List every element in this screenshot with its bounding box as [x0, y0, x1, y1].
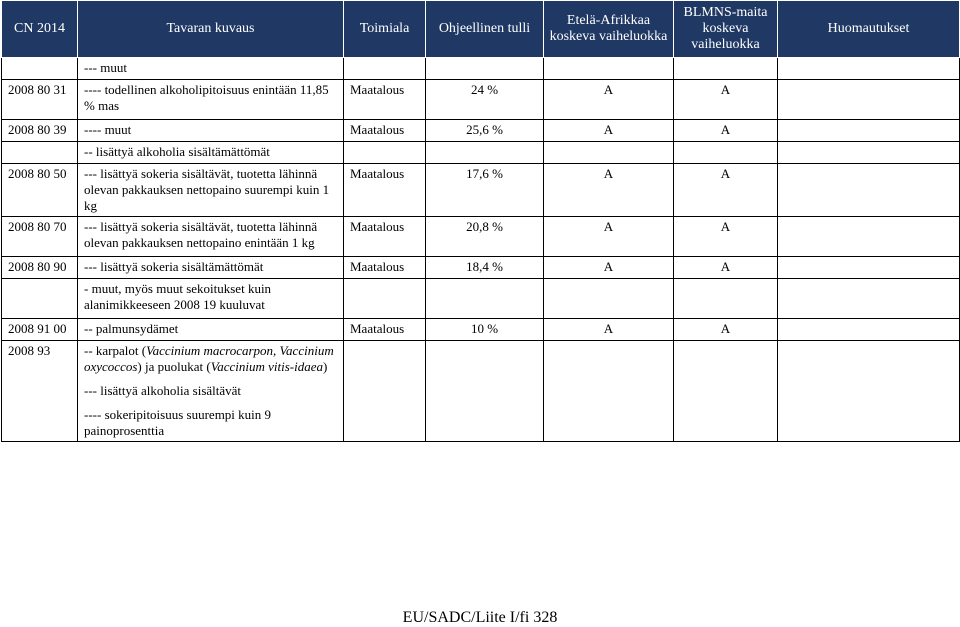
duty-cell: 10 %	[426, 319, 544, 341]
remarks-cell	[778, 142, 960, 164]
cn-cell: 2008 80 70	[2, 217, 78, 257]
blmns-category-cell: A	[674, 120, 778, 142]
tariff-table	[1, 0, 960, 442]
header-south-africa-category: Etelä-Afrikkaa koskeva vaiheluokka	[544, 1, 674, 58]
duty-cell: 18,4 %	[426, 257, 544, 279]
latin-name-text: Vaccinium vitis-idaea	[210, 359, 323, 374]
cn-cell: 2008 80 39	[2, 120, 78, 142]
sector-cell	[344, 279, 426, 319]
sa-category-cell: A	[544, 257, 674, 279]
remarks-cell	[778, 58, 960, 80]
table-row	[2, 164, 960, 217]
remarks-cell	[778, 319, 960, 341]
duty-cell: 24 %	[426, 80, 544, 120]
remarks-cell	[778, 341, 960, 442]
blmns-category-cell: A	[674, 164, 778, 217]
blmns-category-cell	[674, 279, 778, 319]
description-cell: -- lisättyä alkoholia sisältämättömät	[78, 142, 344, 164]
sector-cell: Maatalous	[344, 319, 426, 341]
description-cell	[78, 341, 344, 442]
table-row	[2, 217, 960, 257]
table-row	[2, 257, 960, 279]
description-text: ) ja puolukat (	[137, 359, 211, 374]
blmns-category-cell: A	[674, 257, 778, 279]
sector-cell: Maatalous	[344, 257, 426, 279]
table-row	[2, 120, 960, 142]
sa-category-cell: A	[544, 80, 674, 120]
remarks-cell	[778, 164, 960, 217]
cn-cell: 2008 93	[2, 341, 78, 442]
sector-cell: Maatalous	[344, 217, 426, 257]
header-base-duty: Ohjeellinen tulli	[426, 1, 544, 58]
remarks-cell	[778, 279, 960, 319]
duty-cell	[426, 341, 544, 442]
cn-cell: 2008 91 00	[2, 319, 78, 341]
header-remarks: Huomautukset	[778, 1, 960, 58]
sa-category-cell	[544, 341, 674, 442]
description-text: ---- sokeripitoisuus suurempi kuin 9 painoprosenttia	[84, 407, 272, 438]
header-cn: CN 2014	[2, 1, 78, 58]
sa-category-cell	[544, 58, 674, 80]
sa-category-cell: A	[544, 319, 674, 341]
remarks-cell	[778, 120, 960, 142]
table-row	[2, 142, 960, 164]
table-row	[2, 341, 960, 442]
sector-cell	[344, 341, 426, 442]
blmns-category-cell	[674, 341, 778, 442]
remarks-cell	[778, 217, 960, 257]
header-blmns-category: BLMNS-maita koskeva vaiheluokka	[674, 1, 778, 58]
description-text: --- lisättyä alkoholia sisältävät	[84, 383, 242, 398]
description-text: )	[323, 359, 328, 374]
description-cell: - muut, myös muut sekoitukset kuin alanimikkeeseen 2008 19 kuuluvat	[78, 279, 344, 319]
duty-cell: 20,8 %	[426, 217, 544, 257]
cn-cell	[2, 142, 78, 164]
blmns-category-cell	[674, 58, 778, 80]
cn-cell: 2008 80 31	[2, 80, 78, 120]
cn-cell: 2008 80 50	[2, 164, 78, 217]
description-cell: ---- todellinen alkoholipitoisuus enintään 11,85 % mas	[78, 80, 344, 120]
table-row	[2, 80, 960, 120]
blmns-category-cell: A	[674, 319, 778, 341]
cn-cell: 2008 80 90	[2, 257, 78, 279]
table-row	[2, 58, 960, 80]
blmns-category-cell	[674, 142, 778, 164]
description-cell: ---- muut	[78, 120, 344, 142]
description-cell: -- palmunsydämet	[78, 319, 344, 341]
sa-category-cell	[544, 142, 674, 164]
description-cell: --- muut	[78, 58, 344, 80]
duty-cell: 25,6 %	[426, 120, 544, 142]
sector-cell: Maatalous	[344, 120, 426, 142]
sector-cell: Maatalous	[344, 164, 426, 217]
sa-category-cell: A	[544, 164, 674, 217]
table-row	[2, 279, 960, 319]
sa-category-cell: A	[544, 217, 674, 257]
sector-cell	[344, 58, 426, 80]
blmns-category-cell: A	[674, 217, 778, 257]
description-cell: --- lisättyä sokeria sisältämättömät	[78, 257, 344, 279]
duty-cell	[426, 279, 544, 319]
header-sector: Toimiala	[344, 1, 426, 58]
remarks-cell	[778, 80, 960, 120]
sa-category-cell	[544, 279, 674, 319]
description-cell: --- lisättyä sokeria sisältävät, tuotetta lähinnä olevan pakkauksen nettopaino enintään 1 kg	[78, 217, 344, 257]
duty-cell	[426, 58, 544, 80]
sa-category-cell: A	[544, 120, 674, 142]
remarks-cell	[778, 257, 960, 279]
description-cell: --- lisättyä sokeria sisältävät, tuotetta lähinnä olevan pakkauksen nettopaino suurempi kuin 1 kg	[78, 164, 344, 217]
page-footer: EU/SADC/Liite I/fi 328	[402, 609, 558, 626]
sector-cell	[344, 142, 426, 164]
header-row	[2, 1, 960, 58]
table-row	[2, 319, 960, 341]
sector-cell: Maatalous	[344, 80, 426, 120]
description-text: -- karpalot (	[84, 343, 147, 358]
blmns-category-cell: A	[674, 80, 778, 120]
duty-cell	[426, 142, 544, 164]
duty-cell: 17,6 %	[426, 164, 544, 217]
header-description: Tavaran kuvaus	[78, 1, 344, 58]
cn-cell	[2, 279, 78, 319]
latin-name-text: Vaccinium macrocarpon, Vaccinium oxycoccos	[84, 343, 334, 374]
cn-cell	[2, 58, 78, 80]
